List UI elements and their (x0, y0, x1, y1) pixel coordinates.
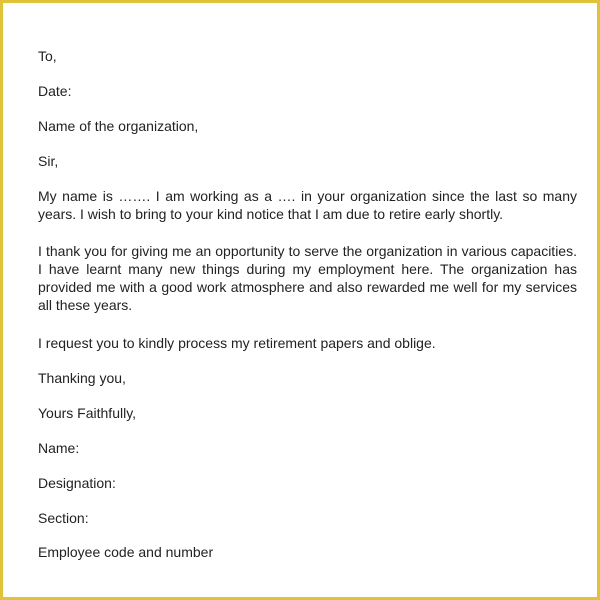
closing-line: Yours Faithfully, (38, 405, 137, 421)
paragraph-introduction (38, 187, 577, 223)
paragraph-gratitude (38, 242, 577, 314)
request-line: I request you to kindly process my retirement papers and oblige. (38, 335, 436, 351)
paragraph-line: all these years. (38, 297, 133, 313)
section-field: Section: (38, 510, 89, 526)
paragraph-line: I thank you for giving me an opportunity to serve the organization in various capacities. (38, 243, 577, 259)
recipient-line: To, (38, 48, 57, 64)
paragraph-line: provided me with a good work atmosphere and also rewarded me well for my services (38, 279, 577, 295)
name-field: Name: (38, 440, 80, 456)
paragraph-line: years. I wish to bring to your kind notice that I am due to retire early shortly. (38, 206, 504, 222)
paragraph-line: My name is ……. I am working as a …. in your organization since the last so many (38, 188, 577, 204)
salutation: Sir, (38, 153, 59, 169)
designation-field: Designation: (38, 475, 116, 491)
thanks-line: Thanking you, (38, 370, 126, 386)
organization-line: Name of the organization, (38, 118, 199, 134)
employee-code-field: Employee code and number (38, 544, 214, 560)
paragraph-line: I have learnt many new things during my employment here. The organization has (38, 261, 577, 277)
date-line: Date: (38, 83, 72, 99)
